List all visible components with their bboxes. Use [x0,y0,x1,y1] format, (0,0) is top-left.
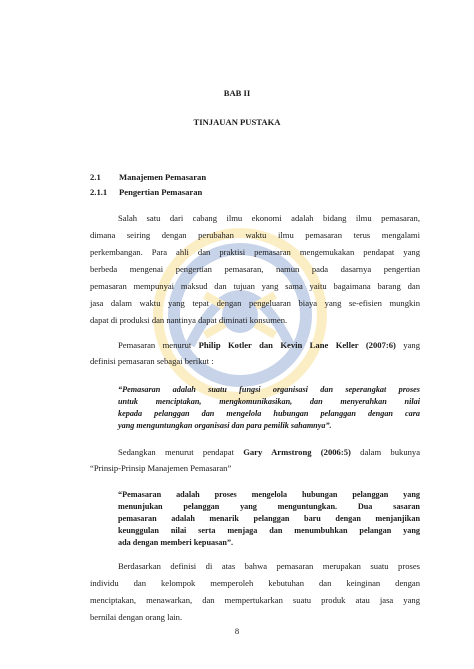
para2-line: definisi pemasaran sebagai berikut : [90,356,214,366]
para1-line: jasa dalam waktu yang tepat dengan pengeluaran biaya yang se-efisien mungkin [90,298,420,308]
para2-author: Philip Kotler dan Kevin Lane Keller (2007:6) [198,340,396,350]
para4-line: individu dan kelompok memperoleh kebutuhan dan keinginan dengan [90,578,420,588]
quote1-line: yang menguntungkan organisasi dan para pemilik sahamnya”. [118,421,332,430]
quote1-line: kepada pelanggan dan mengelola hubungan pelanggan dengan cara [118,409,420,418]
para1-line: dapat di produksi dan nantinya dapat diminati konsumen. [90,315,288,325]
para1-line: berbeda mengenai pengertian pemasaran, namun pada dasarnya pengertian [90,264,420,274]
para3-line [118,447,420,458]
para3-author: Gary Armstrong (2006:5) [243,447,351,457]
page-number: 8 [234,626,240,636]
section-heading [90,172,206,182]
quote1-line: untuk menciptakan, mengkomunikasikan, dan menyerahkan nilai [118,397,420,406]
para2-prefix: Pemasaran menurut [118,340,199,350]
quote1-line: “Pemasaran adalah suatu fungsi organisasi dan seperangkat proses [118,385,420,394]
chapter-title: TINJAUAN PUSTAKA [193,117,281,127]
quote2-line: “Pemasaran adalah proses mengelola hubungan pelanggan yang [118,490,420,499]
para3-line: “Prinsip-Prinsip Manajemen Pemasaran” [90,463,232,473]
para3-suffix: dalam bukunya [350,447,421,457]
chapter-label: BAB II [223,88,251,98]
para4-line: menciptakan, menawarkan, dan mempertukarkan suatu produk atau jasa yang [90,595,420,605]
para1-line: dimana seiring dengan perubahan waktu ilmu pemasaran terus mengalami [90,230,420,240]
subsection-number: 2.1.1 [90,187,108,197]
para4-line: Berdasarkan definisi di atas bahwa pemasaran merupakan suatu proses [118,561,420,571]
para1-line: Salah satu dari cabang ilmu ekonomi adalah bidang ilmu pemasaran, [118,213,420,223]
para3-prefix: Sedangkan menurut pendapat [118,447,244,457]
para2-suffix: yang [395,340,420,350]
subsection-heading [90,187,202,197]
quote2-line: keunggulan nilai serta menjaga dan menumbuhkan pelangan yang [118,526,420,535]
quote2-line: ada dengan memberi kepuasan”. [118,538,234,547]
subsection-label: Pengertian Pemasaran [119,187,203,197]
quote2-line: menunjukan pelanggan yang menguntungkan. Dua sasaran [118,502,420,511]
section-label: Manajemen Pemasaran [119,172,207,182]
para1-line: perkembangan. Para ahli dan praktisi pemasaran mengemukakan pendapat yang [90,247,420,257]
section-number: 2.1 [90,172,101,182]
para2-line [118,340,420,351]
para4-line: bernilai dengan orang lain. [90,612,183,622]
para1-line: pemasaran mempunyai maksud dan tujuan yang sama yaitu bagaimana barang dan [90,281,420,291]
quote2-line: pemasaran adalah menarik pelanggan baru dengan menjanjikan [118,514,420,523]
